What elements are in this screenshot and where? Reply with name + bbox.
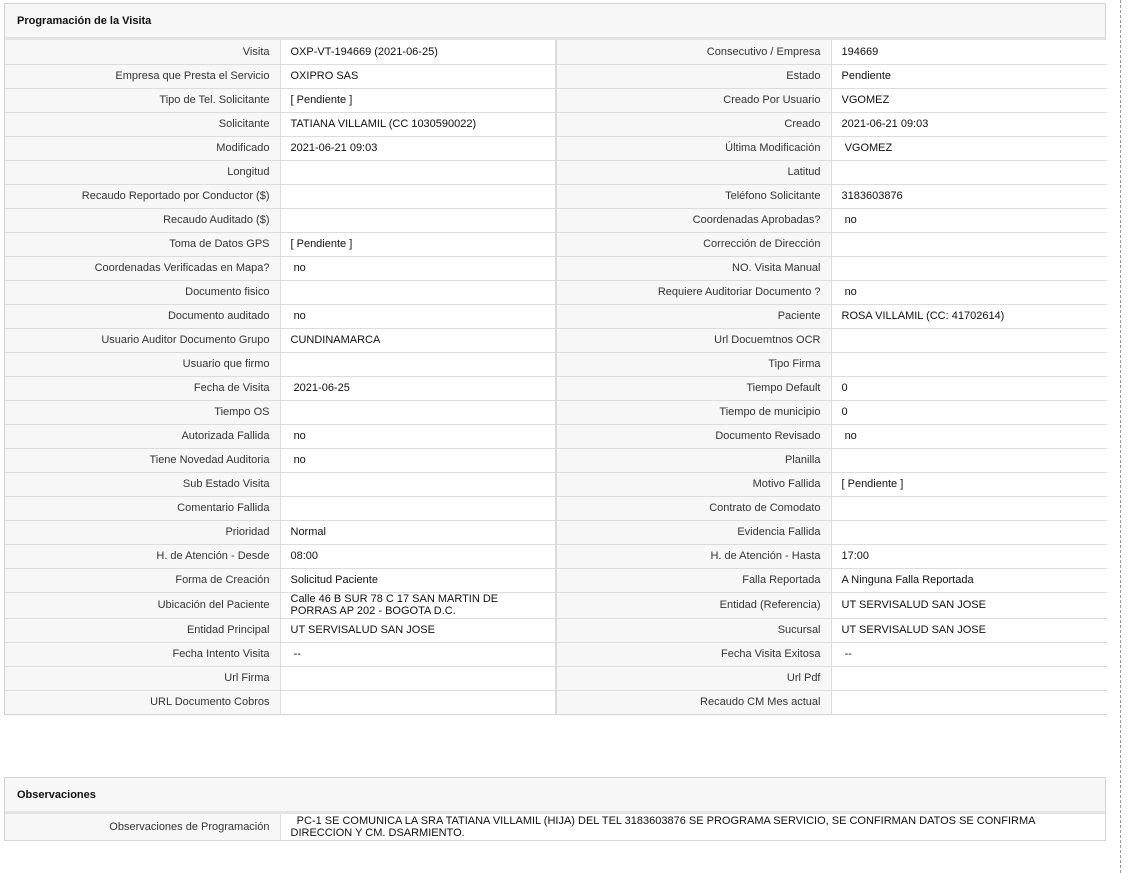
field-value (280, 208, 556, 232)
field-label: Coordenadas Verificadas en Mapa? (5, 256, 280, 280)
field-value: A Ninguna Falla Reportada (831, 568, 1107, 592)
field-value (280, 496, 556, 520)
field-label: Falla Reportada (556, 568, 831, 592)
field-label: Recaudo Reportado por Conductor ($) (5, 184, 280, 208)
table-row (5, 304, 1107, 328)
field-value (280, 690, 556, 714)
field-label: Solicitante (5, 112, 280, 136)
field-label: Coordenadas Aprobadas? (556, 208, 831, 232)
field-label: H. de Atención - Hasta (556, 544, 831, 568)
field-value (831, 496, 1107, 520)
field-label: Entidad (Referencia) (556, 592, 831, 618)
field-label: Sucursal (556, 618, 831, 642)
field-value: 2021-06-21 09:03 (280, 136, 556, 160)
table-row (5, 64, 1107, 88)
observaciones-title: Observaciones (5, 778, 1105, 814)
field-value (831, 666, 1107, 690)
field-label: Url Docuemtnos OCR (556, 328, 831, 352)
field-label: Creado Por Usuario (556, 88, 831, 112)
field-value (831, 256, 1107, 280)
table-row (5, 232, 1107, 256)
field-label: Evidencia Fallida (556, 520, 831, 544)
table-row (5, 568, 1107, 592)
field-value (831, 352, 1107, 376)
field-label: Teléfono Solicitante (556, 184, 831, 208)
page-edge-dashed-line (1120, 0, 1121, 873)
field-value: VGOMEZ (831, 136, 1107, 160)
field-value (280, 280, 556, 304)
field-label: Usuario Auditor Documento Grupo (5, 328, 280, 352)
field-value: Solicitud Paciente (280, 568, 556, 592)
field-label: Tipo Firma (556, 352, 831, 376)
field-label: URL Documento Cobros (5, 690, 280, 714)
field-label: Usuario que firmo (5, 352, 280, 376)
field-label: Requiere Auditoriar Documento ? (556, 280, 831, 304)
field-value: Calle 46 B SUR 78 C 17 SAN MARTIN DE PORRAS AP 202 - BOGOTA D.C. (280, 592, 556, 618)
field-value: [ Pendiente ] (280, 232, 556, 256)
field-label: Forma de Creación (5, 568, 280, 592)
table-row (5, 352, 1107, 376)
table-row (5, 544, 1107, 568)
table-row (5, 642, 1107, 666)
field-label: Documento fisico (5, 280, 280, 304)
field-label: Recaudo Auditado ($) (5, 208, 280, 232)
field-value: no (831, 424, 1107, 448)
table-row (5, 376, 1107, 400)
observaciones-panel (4, 777, 1106, 841)
field-label: Fecha Visita Exitosa (556, 642, 831, 666)
table-row (5, 472, 1107, 496)
programacion-table (5, 40, 1107, 714)
field-label: Autorizada Fallida (5, 424, 280, 448)
field-label: Longitud (5, 160, 280, 184)
field-value: OXIPRO SAS (280, 64, 556, 88)
field-label: Última Modificación (556, 136, 831, 160)
field-label: Planilla (556, 448, 831, 472)
field-label: Prioridad (5, 520, 280, 544)
field-value: Pendiente (831, 64, 1107, 88)
field-label: Tiempo OS (5, 400, 280, 424)
field-value: 0 (831, 376, 1107, 400)
field-label: Contrato de Comodato (556, 496, 831, 520)
table-row (5, 184, 1107, 208)
field-label: Visita (5, 40, 280, 64)
field-value: CUNDINAMARCA (280, 328, 556, 352)
field-value: OXP-VT-194669 (2021-06-25) (280, 40, 556, 64)
table-row (5, 592, 1107, 618)
field-value (280, 666, 556, 690)
field-value: UT SERVISALUD SAN JOSE (280, 618, 556, 642)
field-value: 2021-06-25 (280, 376, 556, 400)
field-label: Fecha Intento Visita (5, 642, 280, 666)
field-label: Url Pdf (556, 666, 831, 690)
field-value: 08:00 (280, 544, 556, 568)
field-value: 2021-06-21 09:03 (831, 112, 1107, 136)
table-row (5, 328, 1107, 352)
field-value: no (280, 256, 556, 280)
field-label: Ubicación del Paciente (5, 592, 280, 618)
table-row (5, 112, 1107, 136)
field-value: no (831, 208, 1107, 232)
field-label: Motivo Fallida (556, 472, 831, 496)
field-value (831, 448, 1107, 472)
field-value: -- (280, 642, 556, 666)
table-row (5, 520, 1107, 544)
field-label: Documento auditado (5, 304, 280, 328)
field-value: UT SERVISALUD SAN JOSE (831, 618, 1107, 642)
table-row (5, 666, 1107, 690)
field-label: H. de Atención - Desde (5, 544, 280, 568)
table-row (5, 136, 1107, 160)
field-value (831, 328, 1107, 352)
table-row (5, 280, 1107, 304)
field-label: Modificado (5, 136, 280, 160)
table-row (5, 88, 1107, 112)
field-value: [ Pendiente ] (280, 88, 556, 112)
field-value (280, 160, 556, 184)
field-label: Url Firma (5, 666, 280, 690)
field-value (831, 520, 1107, 544)
field-label: Latitud (556, 160, 831, 184)
table-row (5, 40, 1107, 64)
field-label: Consecutivo / Empresa (556, 40, 831, 64)
field-value: ROSA VILLAMIL (CC: 41702614) (831, 304, 1107, 328)
field-label: NO. Visita Manual (556, 256, 831, 280)
programacion-title: Programación de la Visita (5, 4, 1105, 40)
field-value: no (280, 424, 556, 448)
field-label: Creado (556, 112, 831, 136)
field-value: [ Pendiente ] (831, 472, 1107, 496)
observaciones-label: Observaciones de Programación (5, 814, 280, 840)
field-value (831, 232, 1107, 256)
field-label: Comentario Fallida (5, 496, 280, 520)
field-label: Paciente (556, 304, 831, 328)
field-value: no (831, 280, 1107, 304)
field-label: Estado (556, 64, 831, 88)
field-value: 0 (831, 400, 1107, 424)
field-value: 194669 (831, 40, 1107, 64)
field-value (280, 472, 556, 496)
field-label: Sub Estado Visita (5, 472, 280, 496)
field-label: Tiempo de municipio (556, 400, 831, 424)
field-label: Tiene Novedad Auditoria (5, 448, 280, 472)
field-label: Documento Revisado (556, 424, 831, 448)
field-label: Empresa que Presta el Servicio (5, 64, 280, 88)
field-value: Normal (280, 520, 556, 544)
table-row (5, 400, 1107, 424)
table-row (5, 424, 1107, 448)
field-value: 3183603876 (831, 184, 1107, 208)
programacion-panel (4, 3, 1106, 715)
observaciones-table (5, 814, 1105, 840)
observaciones-value: PC-1 SE COMUNICA LA SRA TATIANA VILLAMIL (HIJA) DEL TEL 3183603876 SE PROGRAMA SERVICIO, SE CONFIRMAN DATOS SE CONFIRMA DIRECCION Y CM. DSARMIENTO. (280, 814, 1105, 840)
table-row (5, 256, 1107, 280)
field-value (831, 160, 1107, 184)
table-row (5, 496, 1107, 520)
table-row (5, 814, 1105, 840)
table-row (5, 690, 1107, 714)
field-value: TATIANA VILLAMIL (CC 1030590022) (280, 112, 556, 136)
field-label: Tiempo Default (556, 376, 831, 400)
field-value: 17:00 (831, 544, 1107, 568)
field-value (280, 400, 556, 424)
field-value: VGOMEZ (831, 88, 1107, 112)
field-label: Recaudo CM Mes actual (556, 690, 831, 714)
field-value: no (280, 448, 556, 472)
field-label: Corrección de Dirección (556, 232, 831, 256)
field-value (831, 690, 1107, 714)
field-value: no (280, 304, 556, 328)
field-label: Tipo de Tel. Solicitante (5, 88, 280, 112)
table-row (5, 160, 1107, 184)
table-row (5, 208, 1107, 232)
field-value (280, 352, 556, 376)
field-value: -- (831, 642, 1107, 666)
field-label: Entidad Principal (5, 618, 280, 642)
field-value: UT SERVISALUD SAN JOSE (831, 592, 1107, 618)
table-row (5, 448, 1107, 472)
field-label: Fecha de Visita (5, 376, 280, 400)
field-value (280, 184, 556, 208)
table-row (5, 618, 1107, 642)
field-label: Toma de Datos GPS (5, 232, 280, 256)
